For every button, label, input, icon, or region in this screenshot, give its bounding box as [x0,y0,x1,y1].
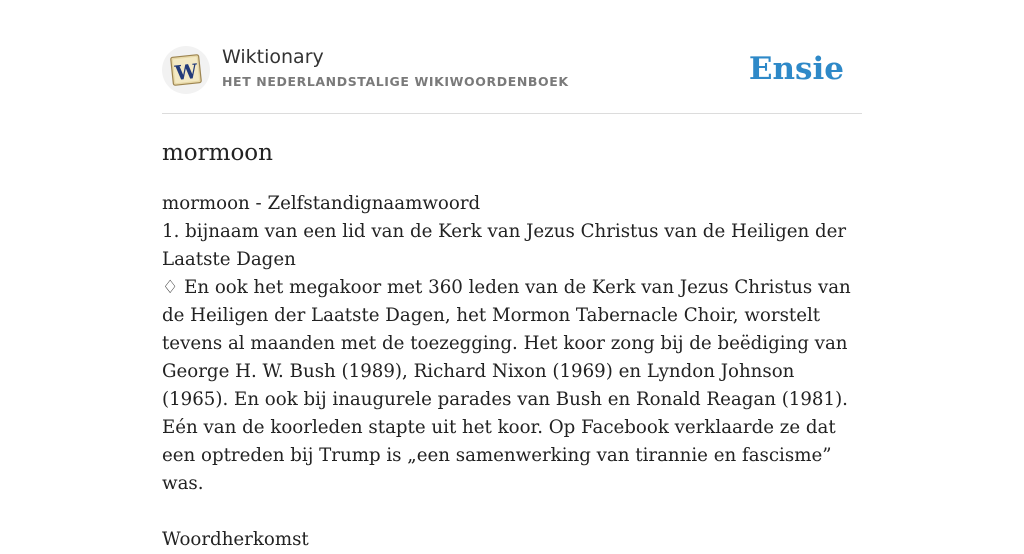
definition-text: 1. bijnaam van een lid van de Kerk van Jezus Christus van de Heiligen der Laatste Dagen [162,221,847,270]
section-heading-etymology: Woordherkomst [162,529,309,550]
site-subtitle: HET NEDERLANDSTALIGE WIKIWOORDENBOEK [222,74,569,89]
logo-letter: W [173,58,199,86]
wiktionary-logo-icon[interactable] [162,46,210,94]
example-quote: ♢ En ook het megakoor met 360 leden van de Kerk van Jezus Christus van de Heiligen der Laatste Dagen, het Mormon Tabernacle Choir, worstelt tevens al maanden met de toezegging. Het koor zong bij de beëdiging van George H. W. Bush (1989), Richard Nixon (1969) en Lyndon Johnson (1965). En ook bij inaugurele parades van Bush en Ronald Reagan (1981). Eén van de koorleden stapte uit het koor. Op Facebook verklaarde ze dat een optreden bij Trump is „een samenwerking van tirannie en fascisme” was. [162,277,851,494]
spacer [162,498,862,526]
site-name[interactable]: Wiktionary [222,46,324,68]
content-container [162,0,862,550]
page-title: mormoon [162,140,273,166]
part-of-speech-line: mormoon - Zelfstandignaamwoord [162,193,481,214]
ensie-brand-link[interactable]: Ensie [748,51,844,87]
wiktionary-tile-icon [167,51,205,89]
entry-content [162,190,862,554]
site-header [162,0,862,114]
